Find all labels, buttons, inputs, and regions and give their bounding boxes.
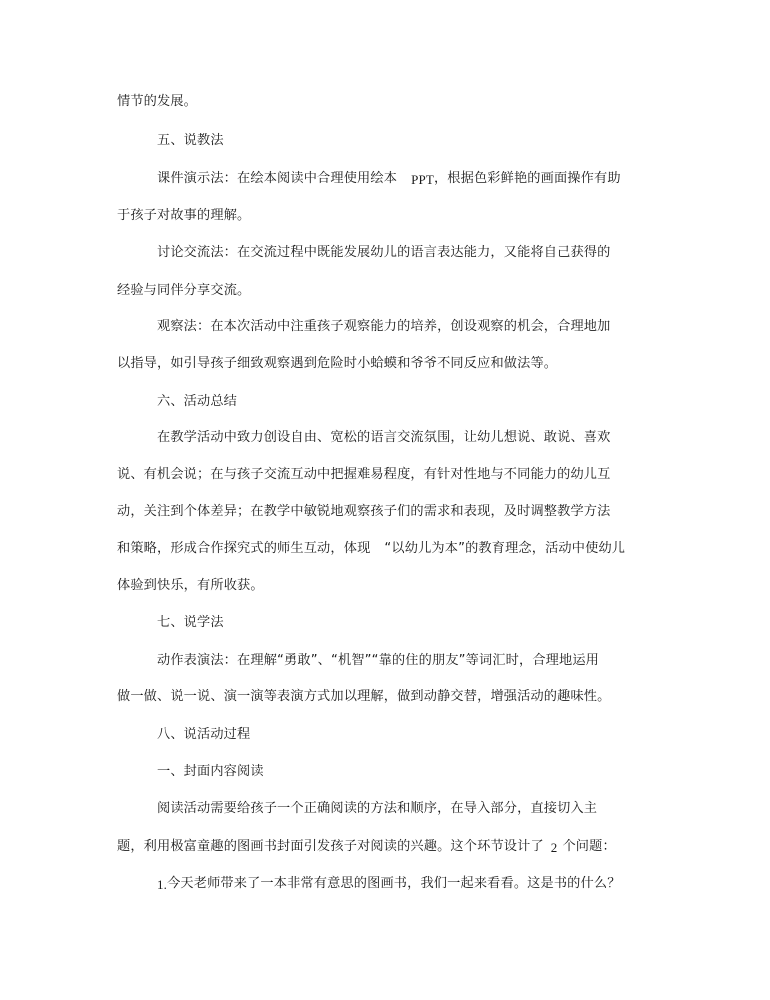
paragraph-line: 观察法：在本次活动中注重孩子观察能力的培养，创设观察的机会，合理地加: [157, 319, 611, 334]
paragraph-line: 于孩子对故事的理解。: [117, 208, 251, 223]
paragraph-line: 体验到快乐，有所收获。: [117, 578, 264, 593]
text-run: 今天老师带来了一本非常有意思的图画书，我们一起来看看。这是书的什么？: [167, 876, 621, 891]
text-run: 和策略，形成合作探究式的师生互动，体现: [117, 541, 371, 556]
paragraph-line: 在教学活动中致力创设自由、宽松的语言交流氛围，让幼儿想说、敢说、喜欢: [157, 430, 611, 445]
paragraph-line: 动作表演法：在理解“勇敢”、“机智”“靠的住的朋友”等词汇时，合理地运用: [157, 653, 600, 668]
paragraph-line: 阅读活动需要给孩子一个正确阅读的方法和顺序，在导入部分，直接切入主: [157, 801, 598, 816]
section-heading: 六、活动总结: [157, 394, 238, 409]
text-run: “以幼儿为本”的教育理念，活动中使幼儿: [384, 541, 626, 556]
paragraph-line: [117, 539, 657, 559]
paragraph-line: [117, 836, 657, 857]
section-heading: 八、说活动过程: [157, 727, 251, 742]
text-run: 个问题：: [562, 839, 616, 854]
paragraph-line: [157, 168, 697, 189]
section-heading: 七、说学法: [157, 615, 224, 630]
list-number: 1.: [157, 877, 168, 892]
paragraph-line: 讨论交流法：在交流过程中既能发展幼儿的语言表达能力，又能将自己获得的: [157, 245, 611, 260]
paragraph-line: 以指导，如引导孩子细致观察遇到危险时小蛤蟆和爷爷不同反应和做法等。: [117, 356, 558, 371]
text-run: PPT: [411, 172, 434, 187]
section-heading: 五、说教法: [157, 133, 224, 148]
paragraph-line: 情节的发展。: [117, 94, 198, 109]
paragraph-line: 说、有机会说；在与孩子交流互动中把握难易程度，有针对性地与不同能力的幼儿互: [117, 467, 611, 482]
text-run: ，根据色彩鲜艳的画面操作有助: [433, 171, 621, 186]
paragraph-line: 经验与同伴分享交流。: [117, 283, 251, 298]
text-run: 课件演示法：在绘本阅读中合理使用绘本: [157, 171, 398, 186]
paragraph-line: 做一做、说一说、演一演等表演方式加以理解，做到动静交替，增强活动的趣味性。: [117, 689, 611, 704]
text-run: 题，利用极富童趣的图画书封面引发孩子对阅读的兴趣。这个环节设计了: [117, 839, 544, 854]
text-run: 2: [550, 840, 558, 855]
section-heading: 一、封面内容阅读: [157, 764, 264, 779]
paragraph-line: [157, 873, 697, 894]
paragraph-line: 动，关注到个体差异；在教学中敏锐地观察孩子们的需求和表现，及时调整教学方法: [117, 504, 611, 519]
